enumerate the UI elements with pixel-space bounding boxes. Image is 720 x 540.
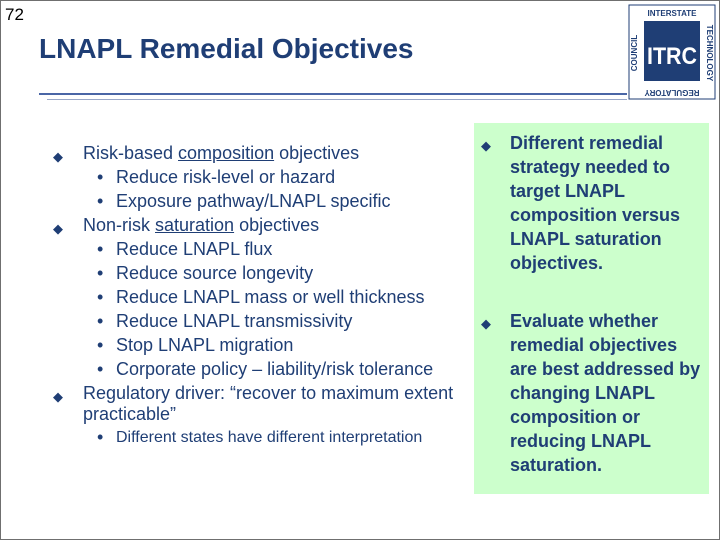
list-item: ◆ Non-risk saturation objectives xyxy=(53,215,473,236)
page-number: 72 xyxy=(5,5,24,24)
sub-list-item: • Reduce source longevity xyxy=(97,263,314,283)
diamond-bullet-icon: ◆ xyxy=(481,138,491,153)
sub-list-item: • Reduce risk-level or hazard xyxy=(97,167,336,187)
logo-main-text: ITRC xyxy=(647,43,697,70)
list-item: ◆ Regulatory driver: “recover to maximum extent practicable” xyxy=(53,383,454,424)
underlined-term: saturation xyxy=(155,215,235,235)
diamond-bullet-icon: ◆ xyxy=(53,221,63,236)
dot-bullet-icon: • xyxy=(97,359,104,379)
box-bullet: ◆ Different remedial strategy needed to target LNAPL composition versus LNAPL saturation objectives. xyxy=(481,133,681,273)
diamond-bullet-icon: ◆ xyxy=(53,149,63,164)
sub-list-item: • Exposure pathway/LNAPL specific xyxy=(97,191,391,211)
diamond-bullet-icon: ◆ xyxy=(481,316,491,331)
logo-left-text: COUNCIL xyxy=(630,34,639,72)
left-bullet-list xyxy=(53,143,473,450)
title-underline-secondary xyxy=(47,99,629,100)
sub-list-item: • Reduce LNAPL flux xyxy=(97,239,273,259)
dot-bullet-icon: • xyxy=(97,287,104,307)
slide-title: LNAPL Remedial Objectives xyxy=(39,33,414,64)
sub-list-item: • Corporate policy – liability/risk tolerance xyxy=(97,359,434,379)
dot-bullet-icon: • xyxy=(97,311,104,331)
highlight-box xyxy=(474,123,709,494)
dot-bullet-icon: • xyxy=(97,167,104,187)
logo-bottom-text: REGULATORY xyxy=(644,88,700,97)
title-underline xyxy=(39,93,629,95)
underlined-term: composition xyxy=(178,143,275,163)
dot-bullet-icon: • xyxy=(97,191,104,211)
diamond-bullet-icon: ◆ xyxy=(53,389,63,404)
sub-list-item: • Different states have different interpretation xyxy=(97,427,423,447)
logo-top-text: INTERSTATE xyxy=(647,9,697,18)
box-bullet: ◆ Evaluate whether remedial objectives are best addressed by changing LNAPL composition or reducing LNAPL saturation. xyxy=(481,311,701,475)
logo-right-text: TECHNOLOGY xyxy=(705,24,714,82)
sub-list-item: • Reduce LNAPL mass or well thickness xyxy=(97,287,425,307)
sub-list-item: • Stop LNAPL migration xyxy=(97,335,294,355)
dot-bullet-icon: • xyxy=(97,427,104,447)
dot-bullet-icon: • xyxy=(97,239,104,259)
dot-bullet-icon: • xyxy=(97,335,104,355)
sub-list-item: • Reduce LNAPL transmissivity xyxy=(97,311,353,331)
list-item: ◆ Risk-based composition objectives xyxy=(53,143,473,164)
itrc-logo xyxy=(627,3,717,101)
dot-bullet-icon: • xyxy=(97,263,104,283)
